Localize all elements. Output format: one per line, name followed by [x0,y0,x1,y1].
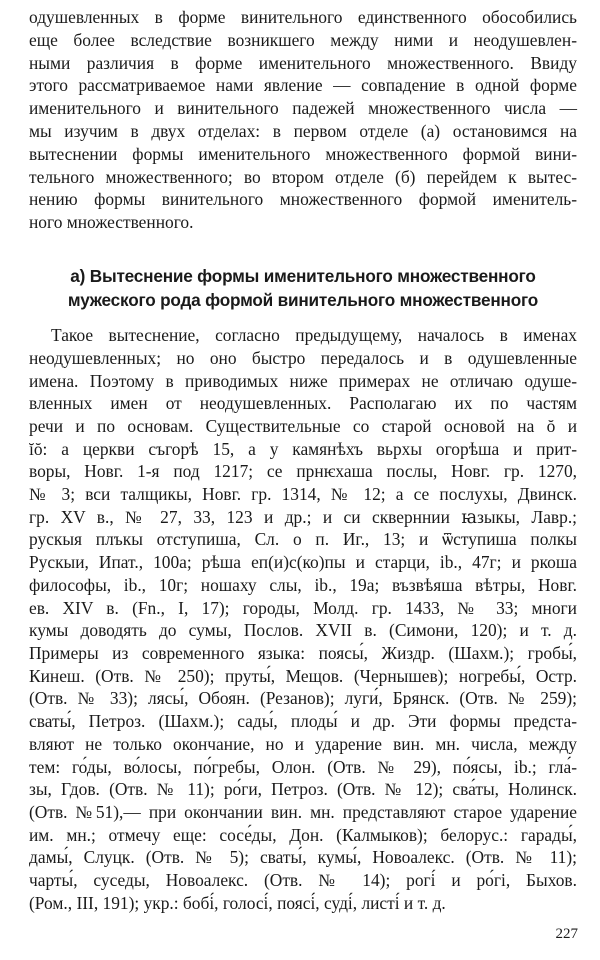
text-line: ными различия в форме именительного множественного. Ввиду [29,52,577,73]
text-line: дамы́, Слуцк. (Отв. № 5); сваты́, кумы́, Новоалекс. (Отв. № 11); [29,847,577,868]
text-line: Рускыи, Ипат., 100а; рѣша еп(и)с(ко)пы и старци, ib., 47г; и ркоша [29,552,577,573]
text-line: Примеры из современного языка: поясы́, Жиздр. (Шахм.); гробы́, [29,643,577,663]
page-number: 227 [555,926,578,942]
text-line: чарты́, суседы, Новоалекс. (Отв. № 14); рогі́ и ро́гі, Быхов. [29,870,577,891]
text-line: этого рассматриваемое нами явление — совпадение в одной форме [29,75,577,96]
heading-line: а) Вытеснение формы именительного множественного [70,265,536,286]
text-line: одушевленных в форме винительного единственного обособились [29,7,577,27]
text-line: речи и по основам. Существительные со старой основой на ŏ и [29,415,577,436]
text-line: сваты́, Петроз. (Шахм.); сады́, плоды́ и др. Эти формы предста- [29,711,577,732]
text-line: воры, Новг. 1-я под 1217; се прнѥхаша послы, Новг. гр. 1270, [29,461,577,482]
text-line: ев. XIV в. (Fn., I, 17); городы, Молд. гр. 1433, № 33; многи [29,597,577,618]
text-line: философы, ib., 10г; ношаху слы, ib., 19а; възвѣяша вѣтры, Новг. [29,574,577,595]
text-line: вытеснении формы именительного множественного формой вини- [29,143,577,164]
text-line: кумы доводять до сумы, Послов. XVII в. (Симони, 120); и т. д. [29,620,577,641]
section-heading [29,265,577,312]
text-line: мы изучим в двух отделах: в первом отделе (а) остановимся на [29,120,577,141]
text-line: рускыя плъкы отступиша, Сл. о п. Иг., 13; и ѿступиша полкы [29,529,577,550]
text-line: ĭŏ: а церкви съгорѣ 15, а у камянѣхъ вьрхы огорѣша и прит- [29,438,577,459]
text-line: тем: го́ды, во́лосы, по́гребы, Олон. (Отв. № 29), по́ясы, ib.; гла́- [29,756,577,777]
text-line: № 3; вси талщикы, Новг. гр. 1314, № 12; а се послухы, Двинск. [29,484,577,505]
heading-line: мужеского рода формой винительного множественного [67,289,539,310]
text-line: (Отв. №51),— при окончании вин. мн. представляют старое ударение [29,801,577,822]
text-line: тельного множественного; во втором отделе (б) перейдем к вытес- [29,166,577,187]
text-line: нению формы винительного множественного формой именитель- [29,189,577,210]
text-line: (Ром., III, 191); укр.: бобі́, голосі́, поясі́, суді́, листі́ и т. д. [29,892,446,913]
text-line: Кинеш. (Отв. № 250); пруты́, Мещов. (Чернышев); ногребы́, Остр. [29,665,577,686]
text-line: зы, Гдов. (Отв. № 11); ро́ги, Петроз. (Отв. № 12); сва́ты, Нолинск. [29,779,577,800]
text-line: ного множественного. [29,212,194,233]
text-line: им. мн.; отмечу еще: сосе́ды, Дон. (Калмыков); белорус.: гарады́, [29,824,577,845]
text-line: гр. XV в., № 27, 33, 123 и др.; и си скверннии ꙗзыкы, Лавр.; [29,506,577,527]
text-line: именительного и винительного падежей множественного числа — [29,98,577,119]
text-line: (Отв. № 33); лясы́, Обоян. (Резанов); луги́, Брянск. (Отв. № 259); [29,688,577,709]
text-line: имена. Поэтому в приводимых ниже примерах не отличаю одуше- [29,370,577,391]
text-line: вленных имен от неодушевленных. Располагаю их по частям [29,393,577,414]
text-line: еще более вследствие возникшего между ними и неодушевлен- [29,29,577,50]
paragraph-1 [29,6,577,234]
text-line: вляют не только окончание, но и ударение вин. мн. числа, между [29,733,577,754]
paragraph-2 [29,324,577,914]
text-line: неодушевленных; но оно быстро передалось и в одушевленные [29,347,577,368]
page-body [29,6,577,914]
text-line: Такое вытеснение, согласно предыдущему, началось в именах [51,325,577,346]
